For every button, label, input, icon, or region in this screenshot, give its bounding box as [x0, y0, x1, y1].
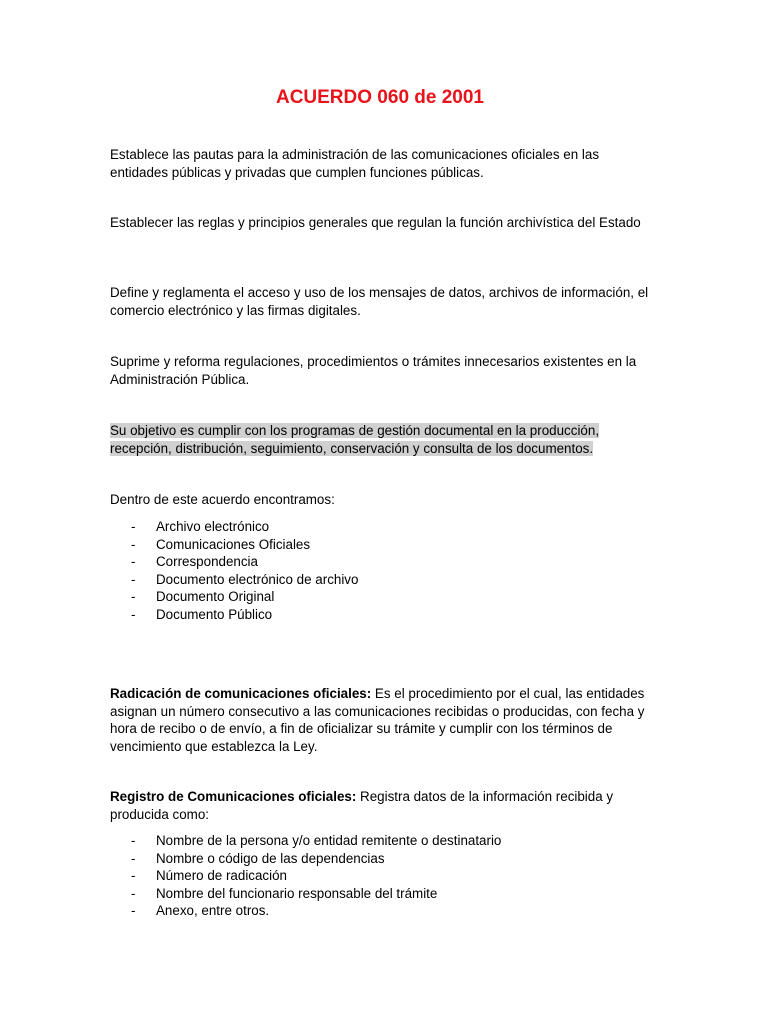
paragraph-registro	[110, 788, 650, 823]
list-item-text: Anexo, entre otros.	[156, 903, 270, 919]
registro-definition: Registra datos de la información recibida y producida como:	[110, 789, 614, 822]
list-item	[110, 885, 650, 903]
registro-term: Registro de Comunicaciones oficiales:	[110, 789, 357, 804]
list-dash: -	[131, 868, 136, 884]
list-dash: -	[131, 850, 136, 866]
list-item	[110, 553, 650, 571]
list-item-text: Archivo electrónico	[156, 519, 270, 534]
list-dash: -	[131, 519, 136, 534]
list-dash: -	[131, 589, 136, 605]
list-dash: -	[131, 833, 136, 848]
registro-list	[110, 832, 650, 920]
list-dash: -	[131, 903, 136, 919]
list-item-text: Documento Público	[156, 606, 273, 622]
list-item	[110, 588, 650, 606]
paragraph-objetivo	[110, 422, 650, 457]
paragraph-reglas: Establecer las reglas y principios generales que regulan la función archivística del Estado	[110, 215, 641, 230]
list-item	[110, 606, 650, 624]
paragraph-radicacion	[110, 685, 650, 755]
list-item-text: Documento electrónico de archivo	[156, 571, 359, 587]
list-item-text: Nombre del funcionario responsable del trámite	[156, 885, 438, 901]
list-dash: -	[131, 536, 136, 552]
concepts-list	[110, 518, 650, 624]
list-dash: -	[131, 606, 136, 622]
list-dash: -	[131, 885, 136, 901]
list-item	[110, 571, 650, 589]
list-item-text: Nombre o código de las dependencias	[156, 850, 385, 866]
list-dash: -	[131, 554, 136, 570]
list-item-text: Correspondencia	[156, 554, 258, 570]
list-item	[110, 832, 650, 850]
list-item-text: Número de radicación	[156, 868, 287, 884]
paragraph-pautas: Establece las pautas para la administración de las comunicaciones oficiales en las entidades públicas y privadas que cumplen funciones públicas.	[110, 147, 600, 180]
list-item-text: Comunicaciones Oficiales	[156, 536, 311, 552]
highlighted-text: Su objetivo es cumplir con los programas de gestión documental en la producción, recepción, distribución, seguimiento, conservación y consulta de los documentos.	[110, 423, 600, 456]
list-item	[110, 850, 650, 868]
list-item	[110, 902, 650, 920]
list-dash: -	[131, 571, 136, 587]
paragraph-mensajes-datos: Define y reglamenta el acceso y uso de los mensajes de datos, archivos de información, el comercio electrónico y las firmas digitales.	[110, 285, 649, 318]
list-item	[110, 536, 650, 554]
list-item	[110, 867, 650, 885]
list-item-text: Nombre de la persona y/o entidad remitente o destinatario	[156, 833, 502, 848]
document-title: ACUERDO 060 de 2001	[275, 87, 485, 108]
paragraph-suprime: Suprime y reforma regulaciones, procedimientos o trámites innecesarios existentes en la Administración Pública.	[110, 354, 637, 387]
radicacion-definition: Es el procedimiento por el cual, las entidades asignan un número consecutivo a las comunicaciones recibidas o producidas, con fecha y hora de recibo o de envío, a fin de oficializar su trámite y cumplir con los términos de vencimiento que establezca la Ley.	[110, 686, 645, 754]
list-item	[110, 518, 650, 536]
paragraph-dentro: Dentro de este acuerdo encontramos:	[110, 492, 335, 507]
list-item-text: Documento Original	[156, 589, 275, 605]
radicacion-term: Radicación de comunicaciones oficiales:	[110, 686, 372, 701]
